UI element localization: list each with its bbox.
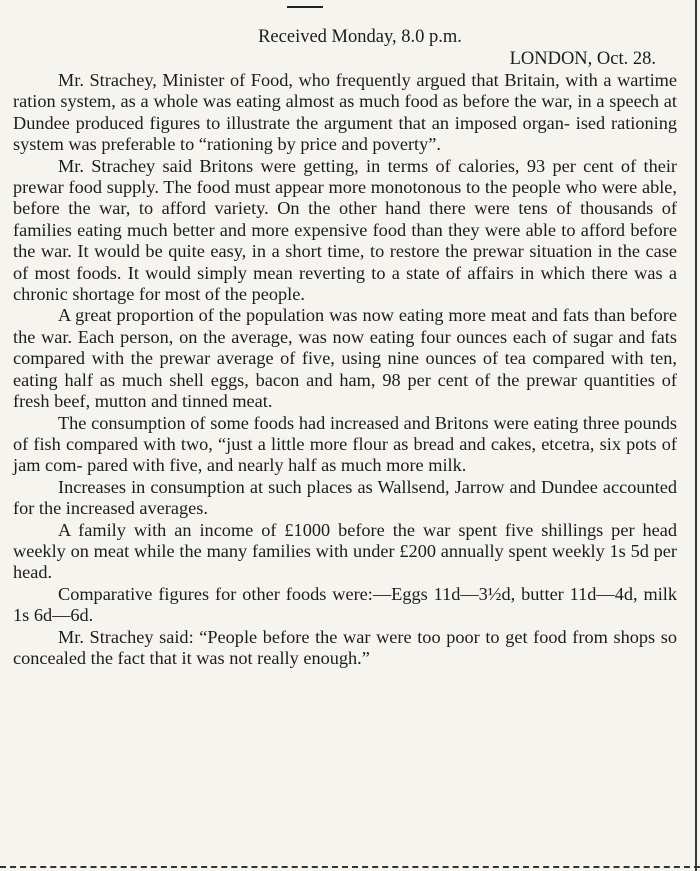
paragraph-1: Mr. Strachey, Minister of Food, who frequently argued that Britain, with a wartime ration system, as a whole was eating almost as much food as before the war, in a speech at Dundee produced figures to illustrate the argument that an imposed organ- ised rationing system was preferable to “rationing by price and poverty”. xyxy=(13,70,677,155)
received-line: Received Monday, 8.0 p.m. xyxy=(258,27,462,47)
bottom-rule xyxy=(0,866,700,868)
dateline: LONDON, Oct. 28. xyxy=(509,49,656,69)
article-body xyxy=(13,70,677,669)
paragraph-2: Mr. Strachey said Britons were getting, in terms of calories, 93 per cent of their prewar food supply. The food must appear more monotonous to the people who were able, before the war, to afford variety. On the other hand there were tens of thousands of families eating much better and more expensive food than they were able to afford before the war. It would be quite easy, in a short time, to restore the prewar situation in the case of most foods. It would simply mean reverting to a state of affairs in which there was a chronic shortage for most of the people. xyxy=(13,155,677,305)
paragraph-5: Increases in consumption at such places as Wallsend, Jarrow and Dundee accounted for the increased averages. xyxy=(13,476,677,519)
paragraph-8: Mr. Strachey said: “People before the war were too poor to get food from shops so concealed the fact that it was not really enough.” xyxy=(13,626,677,668)
paragraph-4: The consumption of some foods had increased and Britons were eating three pounds of fish compared with two, “just a little more flour as bread and cakes, etcetra, six pots of jam com- pared with five, and nearly half as much more milk. xyxy=(13,412,677,476)
news-article xyxy=(13,26,677,669)
paragraph-6: A family with an income of £1000 before the war spent five shillings per head weekly on meat while the many families with under £200 annually spent weekly 1s 5d per head. xyxy=(13,519,677,583)
paragraph-7: Comparative figures for other foods were:—Eggs 11d—3½d, butter 11d—4d, milk 1s 6d—6d. xyxy=(13,583,677,626)
top-rule xyxy=(287,6,323,8)
paragraph-3: A great proportion of the population was now eating more meat and fats than before the war. Each person, on the average, was now eating four ounces each of sugar and fats compared with the prewar average of five, using nine ounces of tea compared with ten, eating half as much shell eggs, bacon and ham, 98 per cent of the prewar quantities of fresh beef, mutton and tinned meat. xyxy=(13,305,677,412)
column-rule xyxy=(695,0,697,871)
